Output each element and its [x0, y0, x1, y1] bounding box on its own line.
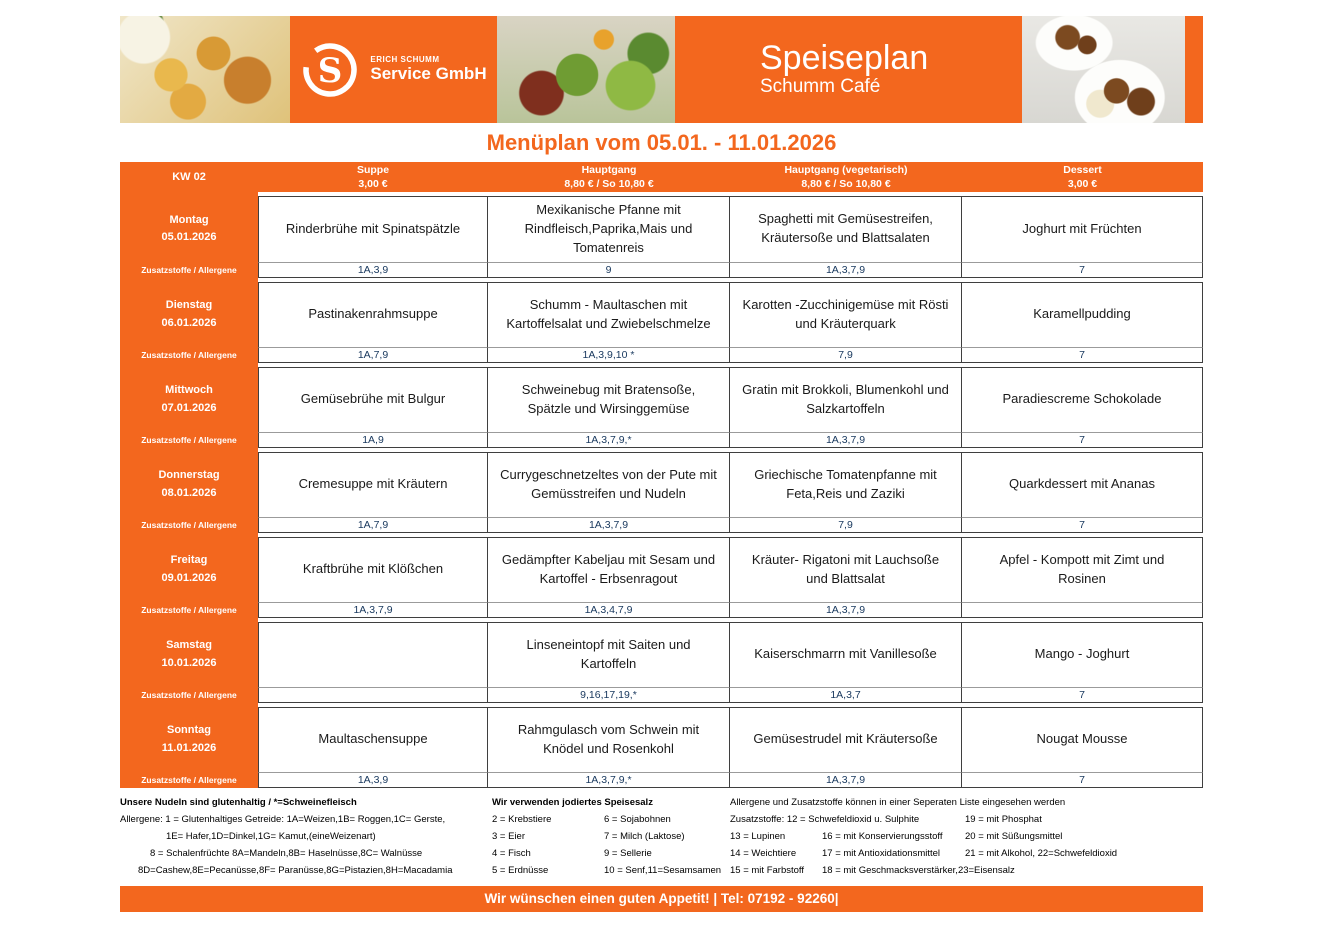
column-price: 8,80 € / So 10,80 € [564, 178, 654, 190]
legend-item: Zusatzstoffe: 12 = Schwefeldioxid u. Sulphite [730, 813, 920, 825]
legend-item: 6 = Sojabohnen [604, 813, 671, 825]
allergen-cell-vegetarisch: 7,9 [730, 348, 962, 363]
allergen-row-label: Zusatzstoffe / Allergene [141, 775, 237, 786]
brand-block [290, 16, 497, 123]
day-label [120, 367, 258, 433]
column-header-vegetarisch [730, 162, 962, 192]
allergen-cell-dessert [962, 603, 1203, 618]
legend-item: 19 = mit Phosphat [965, 813, 1042, 825]
allergen-cell-dessert: 7 [962, 518, 1203, 533]
allergen-cell-vegetarisch: 1A,3,7,9 [730, 433, 962, 448]
allergen-cell-vegetarisch: 1A,3,7 [730, 688, 962, 703]
legend-line: 8 = Schalenfrüchte 8A=Mandeln,8B= Haselnüsse,8C= Walnüsse [150, 847, 423, 859]
banner-endcap [1185, 16, 1203, 123]
menu-cell-dessert: Quarkdessert mit Ananas [962, 452, 1203, 518]
bottom-bar: Wir wünschen einen guten Appetit! | Tel: 07192 - 92260| [120, 886, 1203, 912]
allergen-cell-hauptgang: 9,16,17,19,* [488, 688, 730, 703]
legend-line [730, 828, 1203, 845]
menu-cell-dessert: Joghurt mit Früchten [962, 196, 1203, 263]
brand-name-top: ERICH SCHUMM [370, 54, 440, 64]
day-name: Mittwoch [165, 384, 213, 397]
column-label: Hauptgang [581, 163, 637, 176]
legend-line: 1E= Hafer,1D=Dinkel,1G= Kamut,(eineWeizenart) [166, 830, 376, 842]
legend-item: 18 = mit Geschmacksverstärker,23=Eisensalz [822, 864, 1015, 876]
column-price: 3,00 € [358, 178, 388, 190]
menu-cell-vegetarisch: Kaiserschmarrn mit Vanillesoße [730, 622, 962, 688]
day-name: Samstag [166, 639, 212, 652]
allergen-cell-suppe: 1A,3,7,9 [258, 603, 488, 618]
day-date: 06.01.2026 [161, 316, 217, 329]
legend-item: 10 = Senf,11=Sesamsamen [604, 864, 722, 876]
legend-line [492, 845, 730, 862]
menu-cell-dessert: Apfel - Kompott mit Zimt und Rosinen [962, 537, 1203, 603]
allergen-cell-hauptgang: 9 [488, 263, 730, 278]
allergen-cell-dessert: 7 [962, 348, 1203, 363]
legend-line [492, 828, 730, 845]
day-label [120, 282, 258, 348]
menu-cell-hauptgang: Rahmgulasch vom Schwein mit Knödel und Rosenkohl [488, 707, 730, 773]
legend-item: 14 = Weichtiere [730, 847, 797, 859]
day-name: Montag [169, 214, 209, 227]
column-header-hauptgang [488, 162, 730, 192]
allergen-cell-hauptgang: 1A,3,9,10 * [488, 348, 730, 363]
allergen-cell-dessert: 7 [962, 773, 1203, 788]
day-name: Donnerstag [158, 469, 220, 482]
menu-cell-dessert: Karamellpudding [962, 282, 1203, 348]
menu-cell-vegetarisch: Gratin mit Brokkoli, Blumenkohl und Salzkartoffeln [730, 367, 962, 433]
day-date: 11.01.2026 [161, 741, 217, 754]
column-header-dessert [962, 162, 1203, 192]
menu-cell-hauptgang: Currygeschnetzeltes von der Pute mit Gemüsstreifen und Nudeln [488, 452, 730, 518]
legend-item: 20 = mit Süßungsmittel [965, 830, 1063, 842]
legend-item: 9 = Sellerie [604, 847, 652, 859]
legend-item: 13 = Lupinen [730, 830, 786, 842]
allergen-cell-vegetarisch: 7,9 [730, 518, 962, 533]
day-block [120, 622, 1203, 703]
allergen-cell-hauptgang: 1A,3,7,9,* [488, 433, 730, 448]
legend-item: 5 = Erdnüsse [492, 864, 549, 876]
menu-cell-hauptgang: Schweinebug mit Bratensoße, Spätzle und Wirsinggemüse [488, 367, 730, 433]
allergen-cell-suppe: 1A,7,9 [258, 348, 488, 363]
allergen-cell-dessert: 7 [962, 688, 1203, 703]
menu-cell-vegetarisch: Karotten -Zucchinigemüse mit Rösti und Kräuterquark [730, 282, 962, 348]
allergen-cell-dessert: 7 [962, 433, 1203, 448]
day-block [120, 707, 1203, 788]
day-name: Sonntag [167, 724, 211, 737]
day-date: 05.01.2026 [161, 231, 217, 244]
legend-line [730, 862, 1203, 879]
day-name: Dienstag [165, 299, 213, 312]
menu-cell-suppe: Maultaschensuppe [258, 707, 488, 773]
column-label: Hauptgang (vegetarisch) [784, 163, 908, 176]
day-block [120, 196, 1203, 278]
allergen-row-label: Zusatzstoffe / Allergene [141, 690, 237, 701]
brand-name-bottom: Service GmbH [370, 63, 487, 83]
content [120, 16, 1203, 912]
menu-cell-hauptgang: Gedämpfter Kabeljau mit Sesam und Kartoffel - Erbsenragout [488, 537, 730, 603]
table-header-row [120, 162, 1203, 192]
menu-cell-dessert: Nougat Mousse [962, 707, 1203, 773]
legend-note-salt: Wir verwenden jodiertes Speisesalz [492, 796, 653, 808]
legend-item: 7 = Milch (Laktose) [604, 830, 685, 842]
legend-line: Allergene: 1 = Glutenhaltiges Getreide: 1A=Weizen,1B= Roggen,1C= Gerste, [120, 813, 446, 825]
page-title: Menüplan vom 05.01. - 11.01.2026 [486, 130, 837, 155]
allergen-row-label: Zusatzstoffe / Allergene [141, 520, 237, 531]
table-body [120, 192, 1203, 788]
svg-text:S: S [318, 50, 343, 91]
allergen-cell-suppe: 1A,3,9 [258, 773, 488, 788]
legend-line [492, 811, 730, 828]
menu-cell-suppe [258, 622, 488, 688]
allergen-row-label: Zusatzstoffe / Allergene [141, 265, 237, 276]
allergen-cell-vegetarisch: 1A,3,7,9 [730, 773, 962, 788]
banner-title-block [675, 16, 1022, 123]
legend-line [730, 845, 1203, 862]
legend-item: 17 = mit Antioxidationsmittel [822, 847, 941, 859]
allergen-row-label: Zusatzstoffe / Allergene [141, 435, 237, 446]
day-block [120, 452, 1203, 533]
column-label: Dessert [1063, 163, 1102, 176]
legend-line [730, 811, 1203, 828]
menu-table [120, 162, 1203, 788]
photo-meatballs [1022, 16, 1185, 123]
menu-cell-hauptgang: Schumm - Maultaschen mit Kartoffelsalat und Zwiebelschmelze [488, 282, 730, 348]
day-block [120, 282, 1203, 363]
menu-cell-suppe: Kraftbrühe mit Klößchen [258, 537, 488, 603]
menu-cell-vegetarisch: Griechische Tomatenpfanne mit Feta,Reis und Zaziki [730, 452, 962, 518]
menu-cell-suppe: Gemüsebrühe mit Bulgur [258, 367, 488, 433]
allergen-row-label: Zusatzstoffe / Allergene [141, 350, 237, 361]
column-price: 8,80 € / So 10,80 € [801, 178, 891, 190]
day-date: 08.01.2026 [161, 486, 217, 499]
photo-pasta-dish [120, 16, 290, 123]
allergen-cell-hauptgang: 1A,3,7,9 [488, 518, 730, 533]
menu-cell-dessert: Paradiescreme Schokolade [962, 367, 1203, 433]
brand-text [370, 56, 486, 83]
column-label: Suppe [356, 163, 390, 176]
legend-item: 15 = mit Farbstoff [730, 864, 805, 876]
kw-label: KW 02 [172, 170, 206, 183]
allergen-cell-suppe: 1A,3,9 [258, 263, 488, 278]
legend-note-separate-list: Allergene und Zusatzstoffe können in einer Seperaten Liste eingesehen werden [730, 796, 1066, 808]
column-header-suppe [258, 162, 488, 192]
allergen-cell-vegetarisch: 1A,3,7,9 [730, 263, 962, 278]
day-date: 09.01.2026 [161, 571, 217, 584]
schumm-swan-logo-icon [300, 40, 360, 100]
menu-cell-vegetarisch: Kräuter- Rigatoni mit Lauchsoße und Blattsalat [730, 537, 962, 603]
column-price: 3,00 € [1067, 178, 1098, 190]
day-date: 07.01.2026 [161, 401, 217, 414]
banner-subtitle: Schumm Café [760, 76, 881, 98]
allergen-cell-hauptgang: 1A,3,7,9,* [488, 773, 730, 788]
legend [120, 794, 1203, 879]
day-label [120, 196, 258, 263]
allergen-cell-hauptgang: 1A,3,4,7,9 [488, 603, 730, 618]
allergen-cell-suppe: 1A,7,9 [258, 518, 488, 533]
legend-line: 8D=Cashew,8E=Pecanüsse,8F= Paranüsse,8G=Pistazien,8H=Macadamia [138, 864, 453, 876]
menu-cell-suppe: Pastinakenrahmsuppe [258, 282, 488, 348]
legend-line [492, 862, 730, 879]
day-label [120, 707, 258, 773]
menu-cell-vegetarisch: Spaghetti mit Gemüsestreifen, Kräutersoße und Blattsalaten [730, 196, 962, 263]
legend-note-noodles: Unsere Nudeln sind glutenhaltig / *=Schweinefleisch [120, 796, 357, 808]
legend-item: 16 = mit Konservierungsstoff [822, 830, 943, 842]
legend-item: 2 = Krebstiere [492, 813, 552, 825]
legend-item: 21 = mit Alkohol, 22=Schwefeldioxid [965, 847, 1118, 859]
banner-title: Speiseplan [760, 38, 929, 77]
menu-cell-dessert: Mango - Joghurt [962, 622, 1203, 688]
legend-salt-allergens [492, 794, 730, 879]
allergen-cell-suppe: 1A,9 [258, 433, 488, 448]
day-label [120, 452, 258, 518]
allergen-cell-dessert: 7 [962, 263, 1203, 278]
menu-cell-suppe: Cremesuppe mit Kräutern [258, 452, 488, 518]
day-block [120, 367, 1203, 448]
menu-cell-hauptgang: Linseneintopf mit Saiten und Kartoffeln [488, 622, 730, 688]
day-block [120, 537, 1203, 618]
day-date: 10.01.2026 [161, 656, 217, 669]
allergen-row-label: Zusatzstoffe / Allergene [141, 605, 237, 616]
legend-allergens [120, 794, 492, 879]
legend-item: 3 = Eier [492, 830, 526, 842]
allergen-cell-suppe [258, 688, 488, 703]
allergen-cell-vegetarisch: 1A,3,7,9 [730, 603, 962, 618]
photo-salad [497, 16, 675, 123]
header-banner [120, 16, 1203, 123]
legend-item: 4 = Fisch [492, 847, 531, 859]
menu-cell-vegetarisch: Gemüsestrudel mit Kräutersoße [730, 707, 962, 773]
day-name: Freitag [170, 554, 208, 567]
menu-cell-hauptgang: Mexikanische Pfanne mit Rindfleisch,Paprika,Mais und Tomatenreis [488, 196, 730, 263]
day-label [120, 622, 258, 688]
day-label [120, 537, 258, 603]
legend-additives [730, 794, 1203, 879]
menu-cell-suppe: Rinderbrühe mit Spinatspätzle [258, 196, 488, 263]
